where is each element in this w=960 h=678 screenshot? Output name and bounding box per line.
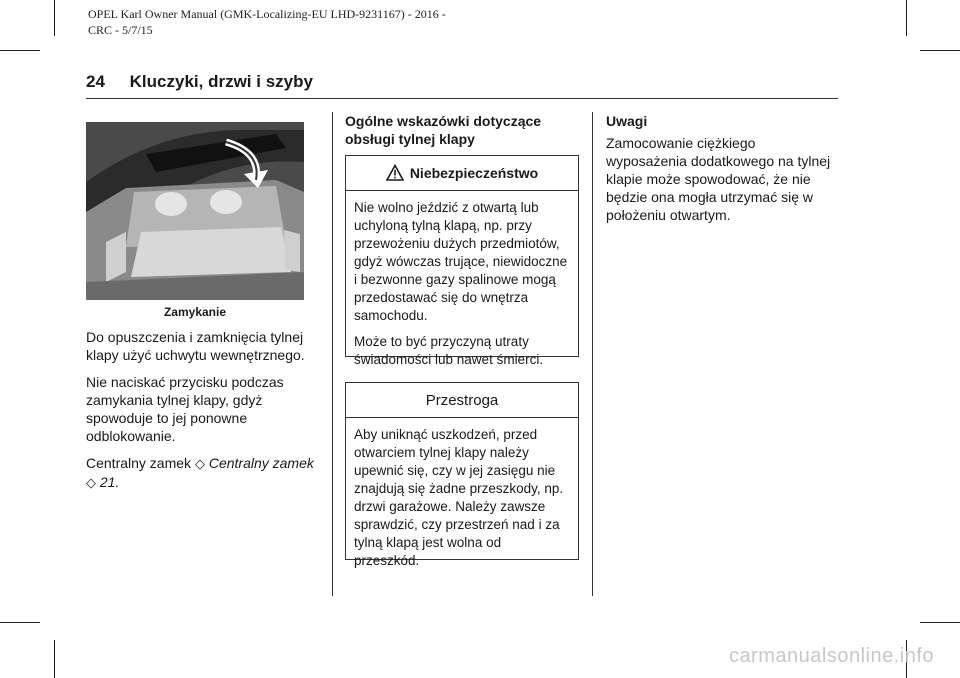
paragraph: Do opuszczenia i zamknięcia tylnej klapy użyć uchwytu wewnętrznego.	[86, 329, 305, 363]
xref-arrow-icon: ◇	[194, 456, 205, 471]
crop-mark	[906, 0, 907, 36]
crop-mark	[54, 0, 55, 36]
paragraph: Nie wolno jeździć z otwartą lub uchyloną tylną klapą, np. przy przewożeniu dużych przedmiotów, gdyż wówczas trujące, niewidoczne i bezwonne gazy spalinowe mogą przedostawać się do wnętrza samochodu.	[354, 200, 568, 323]
crop-mark	[0, 622, 40, 623]
danger-title: Niebezpieczeństwo	[409, 165, 539, 181]
watermark: carmanualsonline.info	[728, 645, 934, 667]
page-number: 24	[86, 72, 105, 91]
print-metadata-line1: OPEL Karl Owner Manual (GMK-Localizing-EU LHD-9231167) - 2016 -	[88, 7, 446, 21]
notes-heading: Uwagi	[606, 113, 648, 129]
cross-reference: Centralny zamek ◇ Centralny zamek ◇ 21.	[86, 455, 314, 490]
section-heading: Ogólne wskazówki dotyczące obsługi tylnej klapy	[345, 113, 542, 147]
header-divider	[86, 98, 838, 99]
caution-header	[346, 383, 578, 418]
caution-box	[345, 382, 579, 568]
column-divider	[592, 112, 593, 596]
tailgate-closing-illustration	[86, 122, 304, 300]
xref-label: Centralny zamek	[86, 455, 192, 471]
page-header	[86, 72, 313, 92]
danger-header	[346, 156, 578, 191]
column-divider	[332, 112, 333, 596]
column-1	[86, 328, 326, 501]
paragraph: Aby uniknąć uszkodzeń, przed otwarciem tylnej klapy należy upewnić się, czy w jej zasięgu nie znajdują się żadne przeszkody, np. drzwi garażowe. Należy zawsze sprawdzić, czy przestrzeń nad i za tylną klapą jest wolna od przeszkód.	[354, 427, 564, 568]
caution-title: Przestroga	[425, 391, 499, 409]
danger-box	[345, 155, 579, 367]
crop-mark	[920, 622, 960, 623]
figure-caption: Zamykanie	[163, 305, 227, 319]
crop-mark	[920, 50, 960, 51]
column-2	[345, 112, 577, 148]
xref-arrow-icon: ◇	[86, 475, 96, 490]
paragraph: Może to być przyczyną utraty świadomości lub nawet śmierci.	[354, 334, 544, 367]
crop-mark	[0, 50, 40, 51]
column-3	[606, 112, 840, 233]
danger-body	[346, 191, 578, 381]
paragraph: Zamocowanie ciężkiego wyposażenia dodatkowego na tylnej klapie może spowodować, że nie będzie ona mogła utrzymać się w położeniu otwartym.	[606, 135, 831, 223]
page-title: Kluczyki, drzwi i szyby	[129, 72, 313, 91]
caution-body	[346, 418, 578, 582]
car-rear-icon	[86, 122, 304, 300]
paragraph: Nie naciskać przycisku podczas zamykania tylnej klapy, gdyż spowoduje to jej ponowne odblokowanie.	[86, 374, 284, 444]
warning-icon	[386, 164, 404, 182]
xref-page[interactable]: 21	[99, 474, 116, 490]
print-metadata-line2: CRC - 5/7/15	[88, 23, 153, 37]
xref-link[interactable]: Centralny zamek	[208, 455, 314, 471]
print-metadata	[88, 6, 548, 38]
crop-mark	[54, 640, 55, 678]
